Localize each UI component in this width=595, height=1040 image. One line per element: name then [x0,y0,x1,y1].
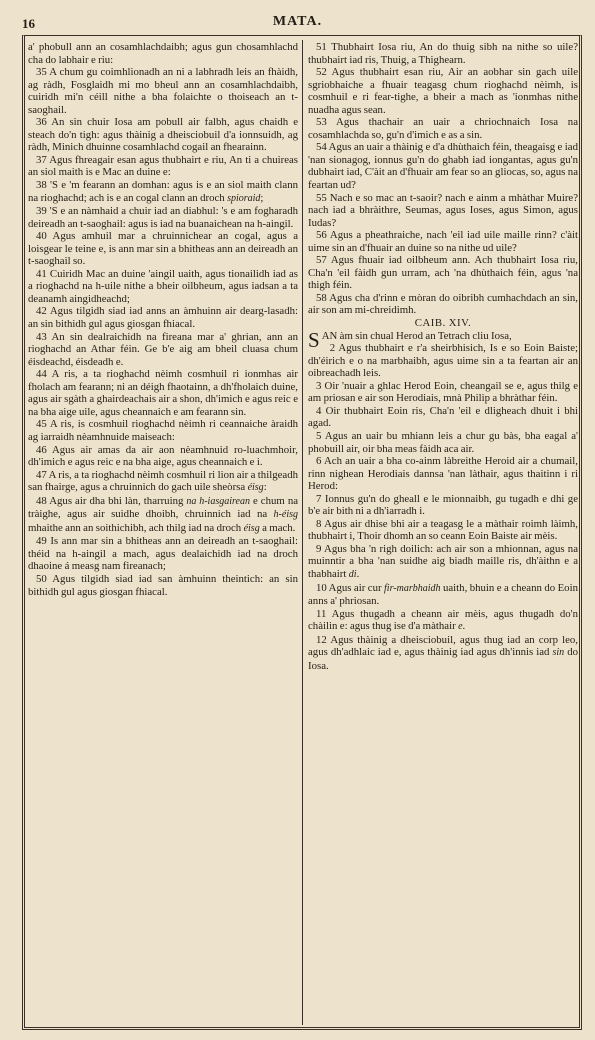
verse-text: do Iosa. [308,646,578,672]
verse [308,342,578,380]
verse [308,405,578,430]
verse-text: 41 Cuiridh Mac an duine 'aingil uaith, agus tionailidh iad as a rioghachd na h-uile nithe a bheir oilbheum, agus iadsan a ta deanamh aingidheachd; [28,267,298,305]
verse-text: 2 Agus thubhairt e r'a sheirbhisich, Is e so Eoin Baiste; dh'éirich e o na marbhaibh, agus uime sin a ta feartan air an oibreachadh leis. [308,342,578,380]
verse [28,418,298,443]
verse [28,179,298,205]
verse-text: 38 'S e 'm fearann an domhan: agus is e an siol maith clann na rioghachd; ach is e an cogal clann an droch [28,179,298,204]
italic-word: spioraid [227,192,261,204]
italic-word: na h-iasgairean [186,495,250,507]
verse [28,41,298,66]
verse [308,634,578,673]
verse [308,141,578,191]
verse-text: 57 Agus fhuair iad oilbheum ann. Ach thubhairt Iosa riu, Cha'n 'eil fàidh gun urram, ach 'na dhùthaich féin, agus 'na thigh féin. [308,254,578,292]
italic-word: e [458,621,463,633]
right-verses-bottom [308,342,578,672]
verse-text: 51 Thubhairt Iosa riu, An do thuig sibh na nithe so uile? thubhairt iad ris, Thuig, a Thighearn. [308,41,578,66]
verse-text: 39 'S e an nàmhaid a chuir iad an diabhul: 's e am fogharadh deireadh an t-saoghail: agus is iad na buanaichean na h-aingil. [28,205,298,230]
verse [28,268,298,306]
verse [308,292,578,317]
verse-text: 53 Agus thachair an uair a chriochnaich Iosa na cosamhlachda so, gu'n d'imich e as a sin. [308,116,578,141]
right-column [308,41,578,672]
verse-text: 50 Agus tilgidh siad iad san àmhuinn theintich: an sin bithidh gul agus giosgan fhiacal. [28,572,298,598]
verse [28,116,298,154]
verse-text: 58 Agus cha d'rinn e mòran do oibribh cumhachdach an sin, air son am mi-chreidimh. [308,291,578,317]
italic-word: sin [552,647,565,659]
page-header [0,12,595,32]
verse [308,455,578,493]
italic-word: fir-marbhaidh [384,582,441,594]
verse [28,573,298,598]
verse [308,66,578,116]
verse [308,430,578,455]
verse-text: 54 Agus an uair a thàinig e d'a dhùthaich féin, theagaisg e iad 'nan sionagog, ionnus gu'n do ghabh iad iongantas, agus gu'n dubhairt iad, C'àit an d'fhuair am fear so an gliocas, so, agus na feartan ud? [308,141,578,192]
verse-text: e chum na tràighe, agus air suidhe dhoibh, chruinnich iad na [28,494,299,521]
verse-text: 3 Oir 'nuair a ghlac Herod Eoin, cheangail se e, agus thilg e am priosan e air son Herodiais, mnà Philip a bhràthar féin. [308,379,578,405]
verse [308,229,578,254]
verse-text: a' phobull ann an cosamhlachdaibh; agus gun chosamhlachd cha do labhair e riu: [28,41,298,66]
verse-text: 37 Agus fhreagair esan agus thubhairt e riu, An ti a chuireas an siol maith is e Mac an duine e: [28,153,298,179]
verse [28,305,298,330]
verse [308,41,578,66]
left-column [28,41,298,598]
verse [28,66,298,116]
drop-cap: S [308,327,320,352]
chapter-heading: CAIB. XIV. [414,317,472,330]
verse [28,469,298,495]
verse-text: 9 Agus bha 'n righ doilich: ach air son a mhionnan, agus na muinntir a bha 'nan suidhe aig biadh maille ris, dh'àithn e a thabhairt [308,542,578,580]
italic-word: éisg [247,482,264,494]
column-divider [302,40,303,1025]
verse-text: 52 Agus thubhairt esan riu, Air an aobhar sin gach uile sgriobhaiche a fhuair teagasg chum rioghachd nèimh, is cosmhuil e ri fear-tighe, a bheir a mach as 'ionmhas nithe nuadha agus sean. [308,66,578,116]
verse [28,444,298,469]
page-number: 16 [22,16,35,31]
verse-text: 56 Agus a pheathraiche, nach 'eil iad uile maille rinn? c'àit uime sin an d'fhuair an duine so na nithe ud uile? [308,229,578,254]
verse [308,116,578,141]
verse-text: 48 Agus air dha bhi làn, tharruing [36,494,187,507]
verse-text: 12 Agus thàinig a dheisciobuil, agus thug iad an corp leo, agus dh'adhlaic iad e, agus thàinig iad agus dh'innis iad [308,633,578,659]
verse [28,368,298,418]
verse-text: 46 Agus air amas da air aon nèamhnuid ro-luachmhoir, dh'imich e agus reic e na bha aige, agus cheannaich e i. [28,443,298,469]
verse [308,192,578,230]
verse-text: 11 Agus thugadh a cheann air mèis, agus thugadh do'n chàilin e: agus thug ise d'a màthair [308,607,578,633]
verse-text: 40 Agus amhuil mar a chruinnichear an cogal, agus a loisgear le teine e, is ann mar sin a bhitheas ann an deireadh an t-saoghail so. [28,230,298,268]
verse [28,205,298,230]
verse [28,535,298,573]
italic-word: éisg [243,522,260,534]
verse [308,254,578,292]
verse-text: 35 A chum gu coimhlionadh an ni a labhradh leis an fhàidh, ag ràdh, Fosglaidh mi mo bheul ann an cosamhlachdaibh, cuiridh mi'n céill nithe a bha folaichte o thoiseach an t-saoghail. [28,66,298,116]
verse-text: . [356,567,360,580]
verse-text: 6 Ach an uair a bha co-ainm làbreithe Heroid air a chumail, rinn nighean Herodiais dannsa 'nan làthair, agus thaitinn i ri Herod: [308,455,578,493]
running-title: MATA. [272,14,323,29]
verse-text: 36 An sin chuir Iosa am pobull air falbh, agus chaidh e steach do'n tigh: agus thàinig a dheisciobuil d'a ionnsuidh, ag ràdh, Minich dhuinne cosamhlachd cogail an fhearainn. [28,116,298,154]
verse [308,493,578,518]
verse-text: 5 Agus an uair bu mhiann leis a chur gu bàs, bha eagal a' phobuill air, oir bha meas fàidh aca air. [308,429,578,455]
verse-text: 7 Ionnus gu'n do gheall e le mionnaibh, gu tugadh e dhi ge b'e air bith ni a dh'iarradh i. [308,492,578,518]
verse-text: 8 Agus air dhise bhi air a teagasg le a màthair roimh làimh, thubhairt i, Thoir dhomh an so ceann Eoin Baiste air mèis. [308,517,578,543]
chapter-first-verse [308,327,578,352]
verse [28,230,298,268]
verse-text: 47 A ris, a ta rioghachd nèimh cosmhuil ri lion air a thilgeadh san fhairge, agus a chruinnich do gach uile sheòrsa [28,468,298,494]
verse-text: 55 Nach e so mac an t-saoir? nach e ainm a mhàthar Muire? nach iad a bhràithre, Seumas, agus Ioses, agus Simon, agus Iudas? [308,191,578,229]
verse-text: a mach. [259,521,296,534]
verse-text: 4 Oir thubhairt Eoin ris, Cha'n 'eil e dligheach dhuit i bhi agad. [308,404,578,430]
verse [28,495,298,536]
right-verses-top [308,41,578,317]
verse-text: : [263,481,267,494]
verse-text: 42 Agus tilgidh siad iad anns an àmhuinn air dearg-lasadh: an sin bithidh gul agus giosgan fhiacal. [28,305,298,331]
verse [308,582,578,608]
verse-text: 45 A ris, is cosmhuil rioghachd nèimh ri ceannaiche àraidh ag iarraidh nèamhnuide maiseach: [28,418,298,443]
verse-text: . [462,620,466,633]
verse [308,608,578,634]
verse [28,154,298,179]
italic-word: di [348,568,357,580]
verse-text: uaith, bhuin e a cheann do Eoin anns a' phriosan. [308,581,578,608]
verse [308,380,578,405]
italic-word: h-éisg [273,509,298,521]
verse-text: ; [260,191,264,204]
verse-text: 10 Agus air cur [316,581,385,594]
verse [308,518,578,543]
verse-text: 44 A ris, a ta rioghachd nèimh cosmhuil ri ionmhas air fholach am fearann; ni an déigh fhaotainn, a dh'fholaich duine, agus air sgàth a ghairdeachais air a shon, dh'imich e agus reic e na bha aige uile, agus cheannaich e am fearann sin. [28,368,298,418]
verse-text: 49 Is ann mar sin a bhitheas ann an deireadh an t-saoghail: théid na h-aingil a mach, agus dealaichidh iad na droch dhaoine á measg nam fireanach; [28,535,298,573]
left-verses [28,41,298,598]
verse-text: 43 An sin dealraichidh na fireana mar a' ghrian, ann an rioghachd an Athar féin. Ge b'e aig am bheil cluasa chum éisdeachd, éisdeadh e. [28,330,298,368]
verse [28,331,298,369]
verse-text: mhaithe ann an soithichibh, ach thilg iad na droch [28,521,244,534]
first-verse-text: AN àm sin chual Herod an Tetrach cliu Iosa, [321,329,512,342]
verse [308,543,578,582]
